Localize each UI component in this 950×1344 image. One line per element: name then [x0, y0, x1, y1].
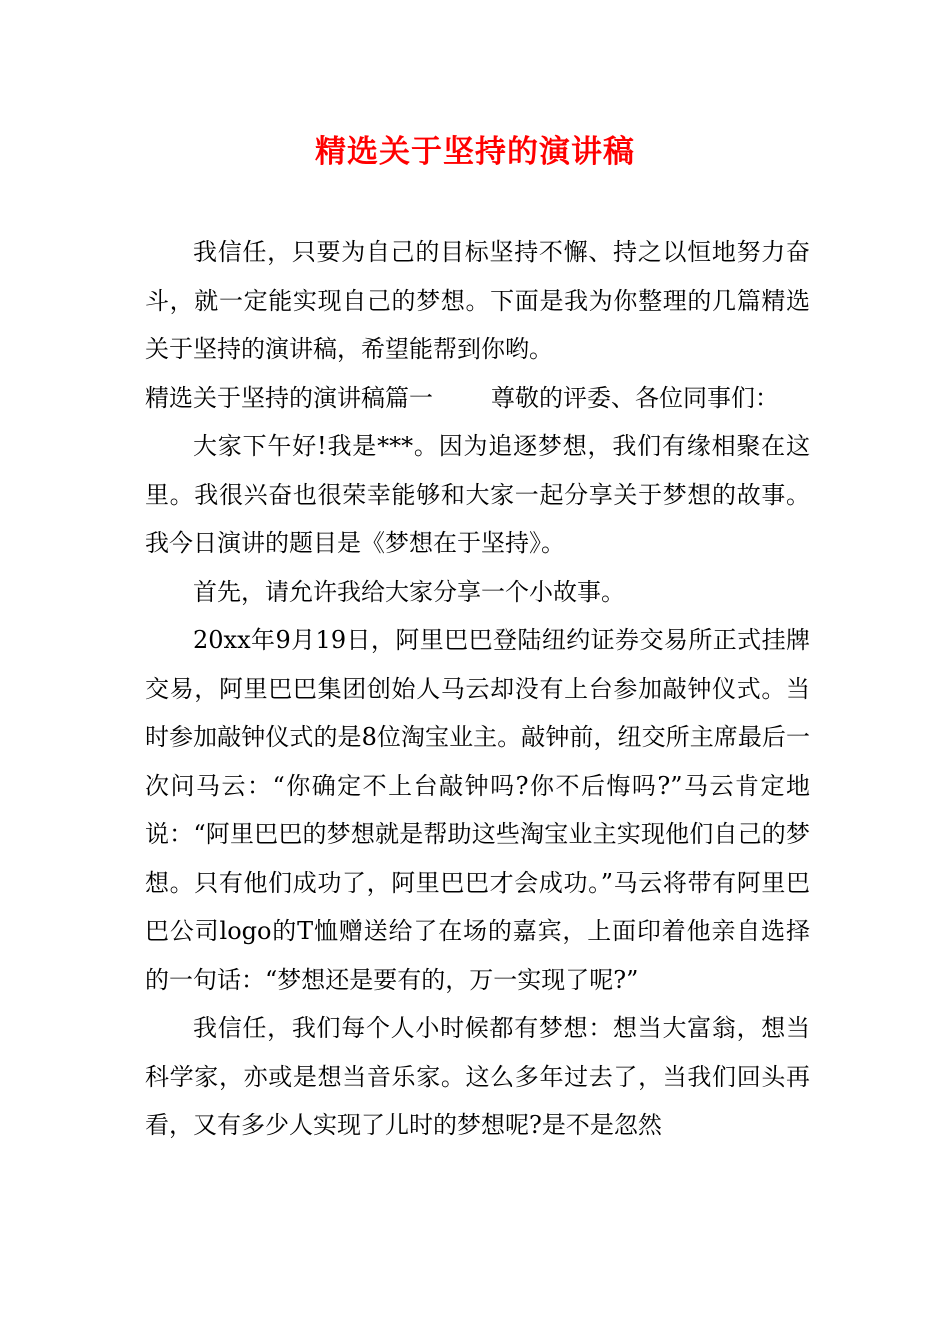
section-heading: 精选关于坚持的演讲稿篇一 [145, 383, 433, 412]
document-body [145, 228, 810, 1150]
document-title: 精选关于坚持的演讲稿 [315, 134, 635, 170]
story-intro-paragraph: 首先，请允许我给大家分享一个小故事。 [193, 577, 625, 606]
section-heading-line [145, 374, 810, 423]
story-paragraph: 20xx年9月19日，阿里巴巴登陆纽约证券交易所正式挂牌交易，阿里巴巴集团创始人马云却没有上台参加敲钟仪式。当时参加敲钟仪式的是8位淘宝业主。敲钟前，纽交所主席最后一次问马云：“你确定不上台敲钟吗?你不后悔吗?”马云肯定地说：“阿里巴巴的梦想就是帮助这些淘宝业主实现他们自己的梦想。只有他们成功了，阿里巴巴才会成功。”马云将带有阿里巴巴公司logo的T恤赠送给了在场的嘉宾，上面印着他亲自选择的一句话：“梦想还是要有的，万一实现了呢?” [145, 626, 810, 994]
greeting-paragraph: 大家下午好!我是***。因为追逐梦想，我们有缘相聚在这里。我很兴奋也很荣幸能够和大家一起分享关于梦想的故事。我今日演讲的题目是《梦想在于坚持》。 [145, 432, 810, 557]
intro-paragraph: 我信任，只要为自己的目标坚持不懈、持之以恒地努力奋斗，就一定能实现自己的梦想。下面是我为你整理的几篇精选关于坚持的演讲稿，希望能帮到你哟。 [145, 238, 810, 363]
salutation: 尊敬的评委、各位同事们： [491, 383, 779, 412]
dream-paragraph: 我信任，我们每个人小时候都有梦想：想当大富翁，想当科学家，亦或是想当音乐家。这么多年过去了，当我们回头再看，又有多少人实现了儿时的梦想呢?是不是忽然 [145, 1014, 810, 1139]
